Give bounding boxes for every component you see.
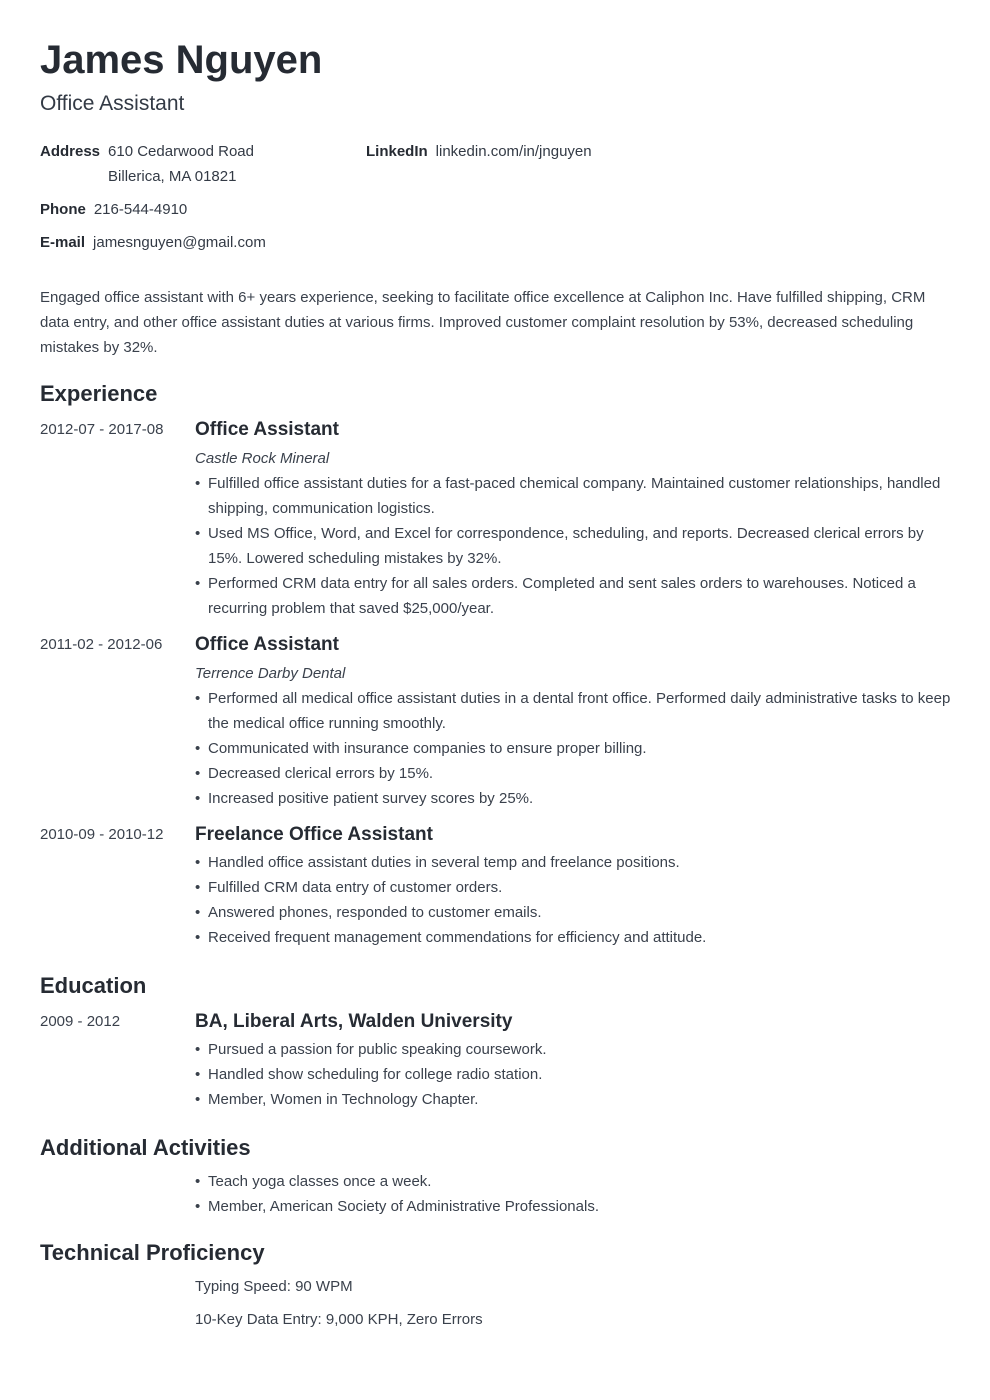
address-label: Address [40,143,101,160]
list-item: • Answered phones, responded to customer emails. [195,904,542,921]
list-item: • Member, Women in Technology Chapter. [195,1091,479,1108]
list-item: • Handled office assistant duties in several temp and freelance positions. [195,854,680,871]
list-item: • Fulfilled office assistant duties for a fast-paced chemical company. Maintained customer relationships, handled shipping, communication logistics. [195,475,941,517]
contact-address [40,139,254,189]
entry-bullets [195,471,952,621]
linkedin-link[interactable]: linkedin.com/in/jnguyen [435,143,592,160]
list-item: • Performed CRM data entry for all sales orders. Completed and sent sales orders to warehouses. Noticed a recurring problem that saved $25,000/year. [195,575,916,617]
list-item: • Teach yoga classes once a week. [195,1173,432,1190]
entry-body [195,1011,952,1112]
technical-line: Typing Speed: 90 WPM [195,1278,353,1295]
entry-dates: 2009 - 2012 [40,1013,121,1030]
entry-body [195,634,952,811]
list-item: • Increased positive patient survey scores by 25%. [195,790,534,807]
entry-dates: 2011-02 - 2012-06 [40,636,163,653]
contact-email [40,230,266,255]
entry-dates: 2010-09 - 2010-12 [40,826,164,843]
technical-line: 10-Key Data Entry: 9,000 KPH, Zero Errors [195,1311,483,1328]
entry-body [195,1169,952,1219]
technical-heading: Technical Proficiency [40,1240,265,1265]
list-item: • Used MS Office, Word, and Excel for correspondence, scheduling, and reports. Decreased clerical errors by 15%. Lowered scheduling mistakes by 32%. [195,525,924,567]
entry-bullets [195,1037,952,1112]
entry-company: Castle Rock Mineral [195,450,330,467]
experience-heading: Experience [40,381,158,406]
entry-bullets [195,686,952,811]
address-line-2: Billerica, MA 01821 [108,168,237,185]
entry-title: Office Assistant [195,634,339,655]
entry-body [195,419,952,621]
address-value [108,139,254,189]
phone-value[interactable]: 216-544-4910 [93,201,188,218]
entry-title: Freelance Office Assistant [195,824,433,845]
list-item: • Received frequent management commendations for efficiency and attitude. [195,929,707,946]
email-label: E-mail [40,234,86,251]
list-item: • Fulfilled CRM data entry of customer orders. [195,879,503,896]
list-item: • Performed all medical office assistant duties in a dental front office. Performed daily administrative tasks to keep the medical office running smoothly. [195,690,951,732]
entry-bullets [195,850,952,950]
education-heading: Education [40,973,147,998]
entry-title: Office Assistant [195,419,339,440]
summary-paragraph: Engaged office assistant with 6+ years experience, seeking to facilitate office excellence at Caliphon Inc. Have fulfilled shipping, CRM data entry, and other office assistant duties at various firms. Improved customer complaint resolution by 53%, decreased scheduling mistakes by 32%. [40,289,926,356]
list-item: • Communicated with insurance companies to ensure proper billing. [195,740,647,757]
email-link[interactable]: jamesnguyen@gmail.com [93,234,266,251]
entry-company: Terrence Darby Dental [195,665,346,682]
linkedin-label: LinkedIn [366,143,428,160]
address-line-1: 610 Cedarwood Road [108,143,254,160]
list-item: • Member, American Society of Administrative Professionals. [195,1198,599,1215]
candidate-name: James Nguyen [40,38,323,82]
candidate-title: Office Assistant [40,92,185,115]
entry-body [195,824,952,950]
list-item: • Pursued a passion for public speaking coursework. [195,1041,547,1058]
contact-phone [40,197,187,222]
entry-dates: 2012-07 - 2017-08 [40,421,164,438]
phone-label: Phone [40,201,86,218]
contact-linkedin [366,139,592,164]
entry-bullets [195,1169,952,1219]
list-item: • Handled show scheduling for college radio station. [195,1066,543,1083]
list-item: • Decreased clerical errors by 15%. [195,765,434,782]
entry-title: BA, Liberal Arts, Walden University [195,1011,513,1032]
activities-heading: Additional Activities [40,1135,251,1160]
